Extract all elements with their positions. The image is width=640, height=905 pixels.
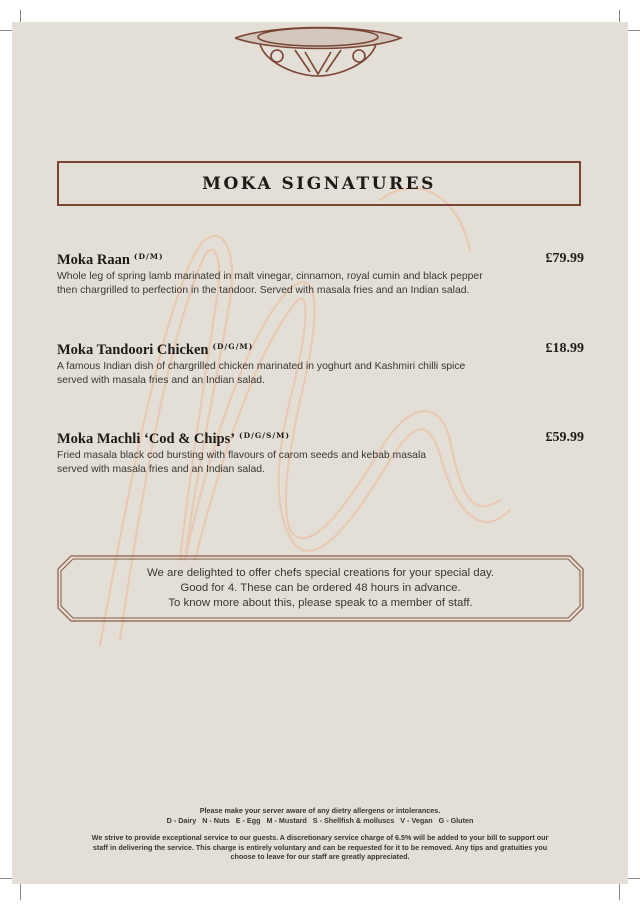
service-charge-note — [40, 833, 600, 862]
menu-item — [57, 251, 584, 298]
menu-item — [57, 341, 584, 388]
allergen-note-text: Please make your server aware of any dietry allergens or intolerances. — [199, 806, 441, 815]
service-line: staff in delivering the service. This charge is entirely voluntary and can be requested for it to be removed. Any tips and gratuities you — [92, 842, 548, 852]
desc-line: served with masala fries and an Indian salad. — [57, 375, 265, 386]
item-allergens: (D/M) — [133, 252, 164, 261]
item-allergens: (D/G/S/M) — [239, 431, 290, 440]
item-name: Moka Tandoori Chicken — [57, 342, 209, 358]
allergen-note — [40, 806, 600, 825]
section-title-box — [57, 161, 581, 206]
item-price: £59.99 — [545, 430, 584, 445]
item-price: £79.99 — [545, 251, 584, 266]
special-line: To know more about this, please speak to a member of staff. — [168, 597, 473, 609]
desc-line: Whole leg of spring lamb marinated in malt vinegar, cinnamon, royal cumin and black pepper — [57, 271, 483, 282]
item-name: Moka Raan — [57, 252, 130, 268]
special-line: Good for 4. These can be ordered 48 hours in advance. — [180, 582, 461, 594]
desc-line: Fried masala black cod bursting with flavours of carom seeds and kebab masala — [57, 450, 427, 461]
service-line: We strive to provide exceptional service to our guests. A discretionary service charge of 6.5% will be added to your bill to support our — [91, 833, 549, 842]
item-description — [57, 270, 584, 298]
item-name: Moka Machli ‘Cod & Chips’ — [57, 431, 236, 447]
section-title: MOKA SIGNATURES — [202, 173, 436, 194]
item-price: £18.99 — [545, 341, 584, 356]
special-creations-box — [57, 555, 584, 622]
service-line: choose to leave for our staff are greatly appreciated. — [230, 852, 410, 861]
item-description — [57, 449, 584, 477]
desc-line: A famous Indian dish of chargrilled chicken marinated in yoghurt and Kashmiri chilli spice — [57, 361, 466, 372]
menu-item — [57, 430, 584, 477]
mandala-ornament — [235, 22, 405, 77]
special-text — [57, 566, 584, 611]
item-description — [57, 360, 584, 388]
item-allergens: (D/G/M) — [212, 342, 254, 351]
special-line: We are delighted to offer chefs special creations for your special day. — [147, 567, 494, 579]
desc-line: then chargrilled to perfection in the tandoor. Served with masala fries and an Indian salad. — [57, 285, 470, 296]
desc-line: served with masala fries and an Indian salad. — [57, 464, 265, 475]
allergen-key: D - Dairy N - Nuts E - Egg M - Mustard S - Shellfish & molluscs V - Vegan G - Gluten — [166, 815, 474, 825]
